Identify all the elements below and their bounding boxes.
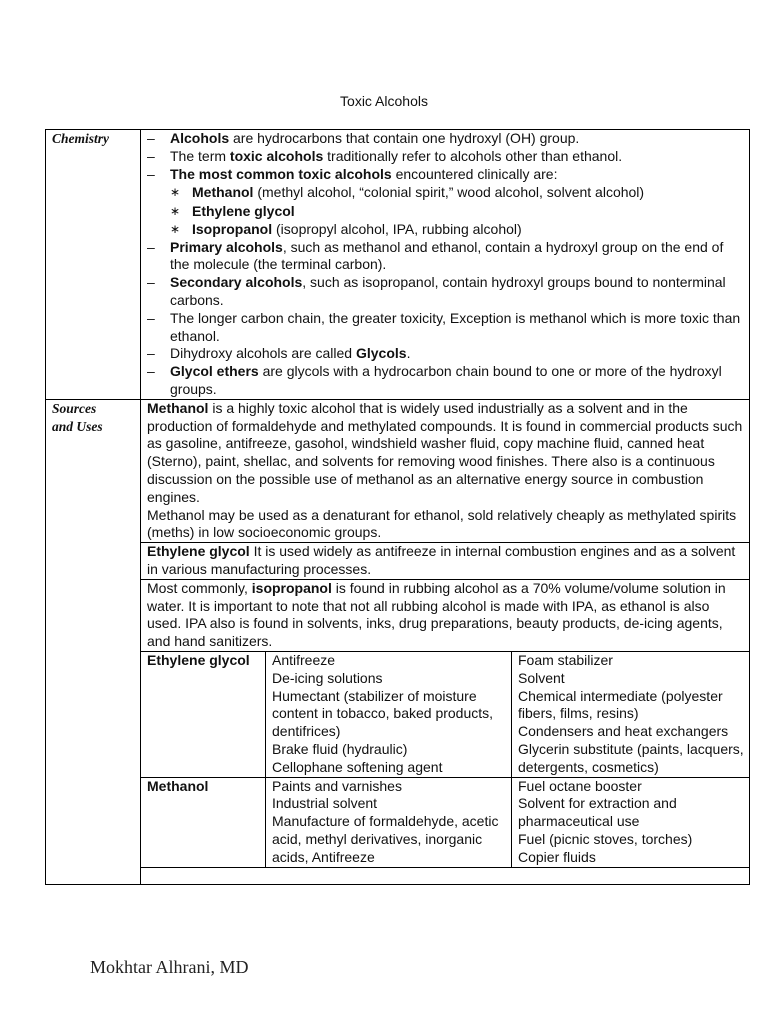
list-item: – The most common toxic alcohols encountered clinically are: — [147, 166, 744, 184]
empty-row — [46, 867, 750, 884]
uses-table-row — [46, 651, 750, 867]
list-item: ∗ Methanol (methyl alcohol, “colonial spirit,” wood alcohol, solvent alcohol) — [170, 183, 744, 201]
table-row — [141, 777, 749, 866]
uses-column-2: Fuel octane booster Solvent for extraction and pharmaceutical use Fuel (picnic stoves, torches) Copier fluids — [512, 777, 750, 866]
sources-row-methanol — [46, 399, 750, 542]
isopropanol-sources-text: Most commonly, isopropanol is found in rubbing alcohol as a 70% volume/volume solution in water. It is important to note that not all rubbing alcohol is made with IPA, as ethanol is also used. IPA also is found in solvents, inks, drug preparations, beauty products, de-icing agents, and hand sanitizers. — [141, 579, 750, 651]
empty-cell — [141, 867, 750, 884]
uses-table-cell — [141, 651, 750, 867]
list-item: – Secondary alcohols, such as isopropanol, contain hydroxyl groups bound to nonterminal carbons. — [147, 274, 744, 310]
uses-table — [141, 652, 749, 867]
toxic-alcohols-table — [45, 129, 750, 885]
sources-label: Sources and Uses — [46, 399, 141, 884]
list-item: – Dihydroxy alcohols are called Glycols. — [147, 345, 744, 363]
chemistry-list-continued — [147, 239, 744, 399]
author-signature: Mokhtar Alhrani, MD — [90, 957, 249, 977]
list-item: – The longer carbon chain, the greater toxicity, Exception is methanol which is more toxic than ethanol. — [147, 310, 744, 346]
list-item: ∗ Ethylene glycol — [170, 202, 744, 220]
chemistry-list — [147, 130, 744, 183]
sources-row-isopropanol — [46, 579, 750, 651]
page-title: Toxic Alcohols — [340, 93, 428, 109]
chemistry-label: Chemistry — [46, 130, 141, 400]
chemistry-content — [141, 130, 750, 400]
list-item: – The term toxic alcohols traditionally refer to alcohols other than ethanol. — [147, 148, 744, 166]
list-item: ∗ Isopropanol (isopropyl alcohol, IPA, rubbing alcohol) — [170, 220, 744, 238]
chemistry-row — [46, 130, 750, 400]
list-item: – Glycol ethers are glycols with a hydrocarbon chain bound to one or more of the hydroxyl groups. — [147, 363, 744, 399]
table-row — [141, 652, 749, 777]
sources-row-ethylene-glycol — [46, 543, 750, 580]
list-item: – Primary alcohols, such as methanol and ethanol, contain a hydroxyl group on the end of the molecule (the terminal carbon). — [147, 239, 744, 275]
uses-column-2: Foam stabilizer Solvent Chemical intermediate (polyester fibers, films, resins) Condensers and heat exchangers Glycerin substitute (paints, lacquers, detergents, cosmetics) — [512, 652, 750, 777]
common-toxic-alcohols-list — [147, 183, 744, 238]
uses-category: Ethylene glycol — [141, 652, 266, 777]
uses-column-1: Paints and varnishes Industrial solvent Manufacture of formaldehyde, acetic acid, methyl derivatives, inorganic acids, Antifreeze — [266, 777, 512, 866]
uses-category: Methanol — [141, 777, 266, 866]
uses-column-1: Antifreeze De-icing solutions Humectant (stabilizer of moisture content in tobacco, baked products, dentifrices) Brake fluid (hydraulic) Cellophane softening agent — [266, 652, 512, 777]
list-item: – Alcohols are hydrocarbons that contain one hydroxyl (OH) group. — [147, 130, 744, 148]
ethylene-glycol-sources-text: Ethylene glycol It is used widely as antifreeze in internal combustion engines and as a solvent in various manufacturing processes. — [141, 543, 750, 580]
methanol-sources-text: Methanol is a highly toxic alcohol that is widely used industrially as a solvent and in the production of formaldehyde and methylated compounds. It is found in commercial products such as gasoline, antifreeze, gasohol, windshield washer fluid, copy machine fluid, canned heat (Sterno), paint, shellac, and solvents for removing wood finishes. There also is a continuous discussion on the possible use of methanol as an alternative energy source in combustion engines. Methanol may be used as a denaturant for ethanol, sold relatively cheaply as methylated spirits (meths) in low socioeconomic groups. — [141, 399, 750, 542]
